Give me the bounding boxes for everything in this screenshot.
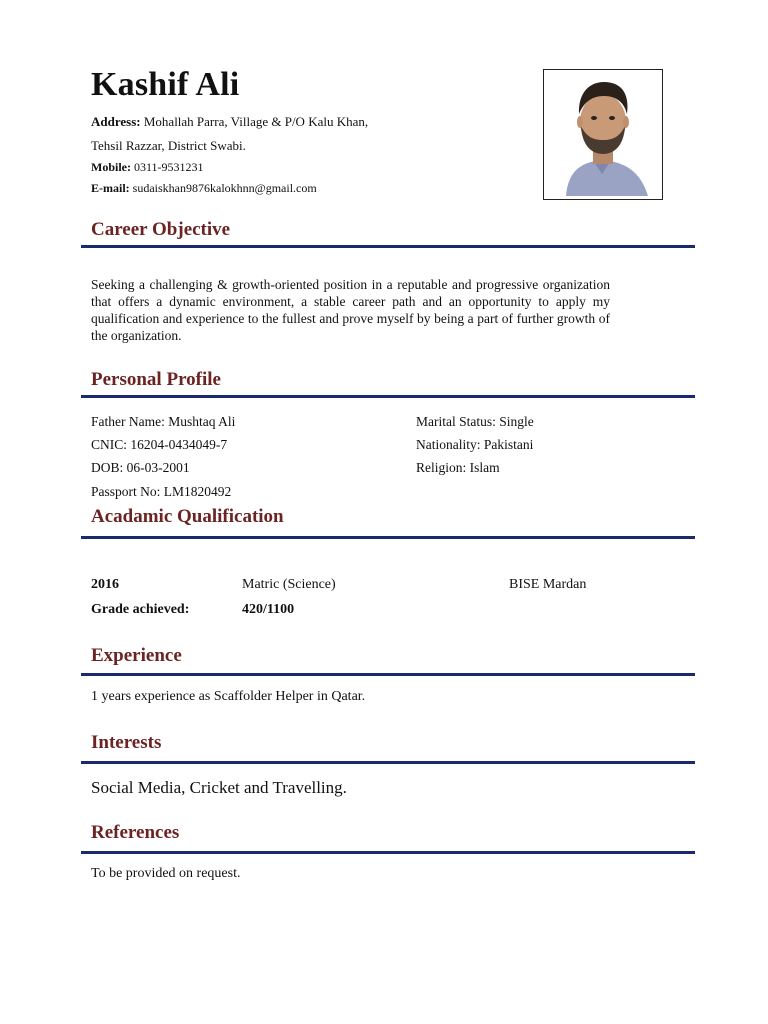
address-value-1: Mohallah Parra, Village & P/O Kalu Khan,: [143, 114, 369, 129]
candidate-name: Kashif Ali: [91, 66, 240, 103]
references-text: To be provided on request.: [91, 866, 241, 881]
cnic: CNIC: 16204-0434049-7: [91, 437, 228, 452]
profile-photo: [543, 69, 663, 200]
experience-heading: Experience: [91, 645, 182, 666]
academic-heading: Acadamic Qualification: [91, 506, 284, 527]
passport-no: Passport No: LM1820492: [91, 484, 232, 499]
section-divider: [81, 536, 695, 539]
dob: DOB: 06-03-2001: [91, 460, 190, 475]
address-label: Address:: [91, 114, 141, 129]
section-divider: [81, 673, 695, 676]
email-line: [91, 181, 317, 196]
mobile-label: Mobile:: [91, 160, 131, 174]
profile-photo-icon: [544, 70, 662, 199]
grade-label: Grade achieved:: [91, 602, 190, 617]
section-divider: [81, 395, 695, 398]
marital-status: Marital Status: Single: [416, 414, 534, 429]
personal-profile-heading: Personal Profile: [91, 369, 221, 390]
mobile-line: [91, 160, 204, 175]
career-objective-heading: Career Objective: [91, 219, 231, 240]
interests-text: Social Media, Cricket and Travelling.: [91, 778, 347, 797]
nationality: Nationality: Pakistani: [416, 437, 534, 452]
academic-board: BISE Mardan: [509, 577, 587, 592]
section-divider: [81, 761, 695, 764]
section-divider: [81, 245, 695, 248]
address-line-1: [91, 114, 368, 130]
academic-degree: Matric (Science): [242, 577, 336, 592]
religion: Religion: Islam: [416, 460, 500, 475]
interests-heading: Interests: [91, 732, 162, 753]
email-value: sudaiskhan9876kalokhnn@gmail.com: [132, 181, 317, 195]
references-heading: References: [91, 822, 180, 843]
mobile-value: 0311-9531231: [134, 160, 204, 174]
academic-year: 2016: [91, 577, 119, 592]
section-divider: [81, 851, 695, 854]
email-label: E-mail:: [91, 181, 130, 195]
grade-value: 420/1100: [242, 602, 295, 617]
experience-text: 1 years experience as Scaffolder Helper in Qatar.: [91, 689, 366, 704]
career-objective-text: Seeking a challenging & growth-oriented position in a reputable and progressive organization that offers a dynamic environment, a stable career path and an opportunity to apply my qualification and experience to the fullest and prove myself by being a part of further growth of the organization.: [91, 277, 610, 343]
address-line-2: Tehsil Razzar, District Swabi.: [91, 138, 246, 153]
father-name: Father Name: Mushtaq Ali: [91, 414, 236, 429]
